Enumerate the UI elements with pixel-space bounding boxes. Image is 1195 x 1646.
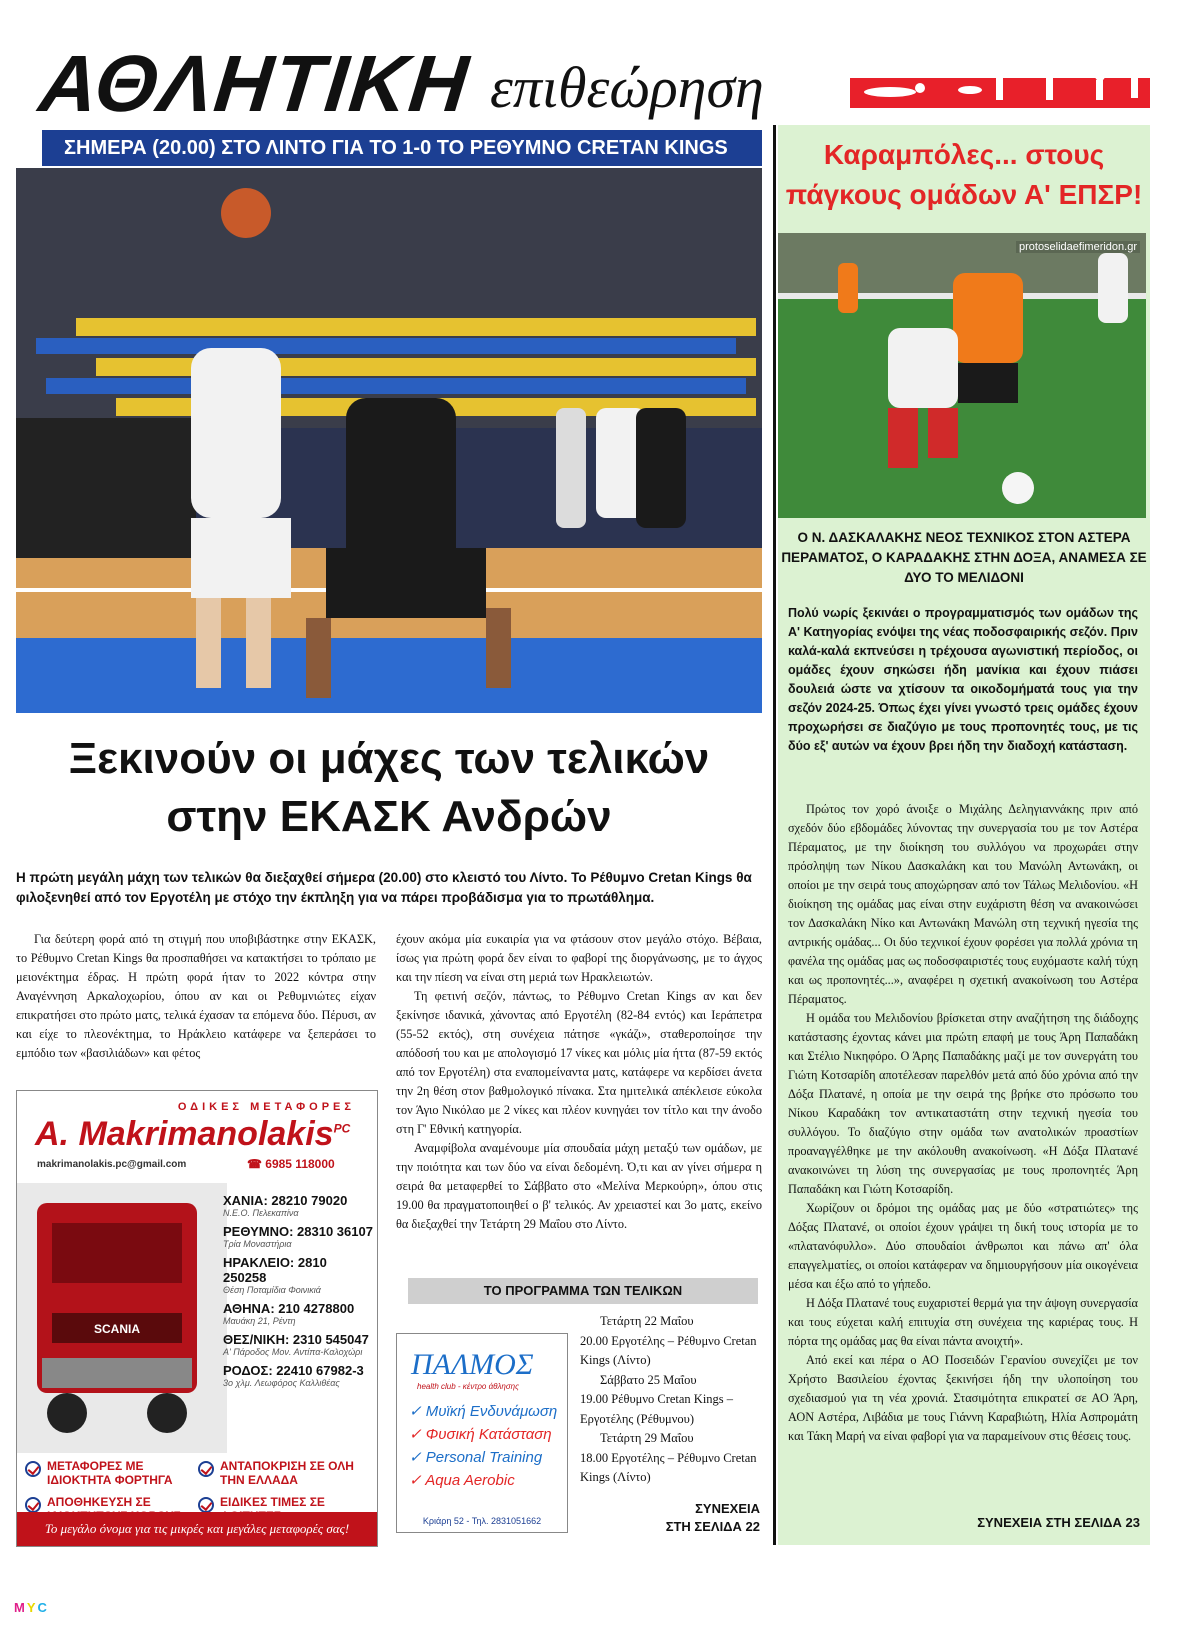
gym-advertisement[interactable] xyxy=(396,1333,568,1533)
lead-body-col-1 xyxy=(16,930,376,1063)
service-text: Φυσική Κατάσταση xyxy=(425,1426,552,1443)
program-item: 19.00 Ρέθυμνο Cretan Kings – Εργοτέλης (Ρέθυμνου) xyxy=(580,1392,734,1426)
ad-phone: ☎ 6985 118000 xyxy=(247,1157,335,1171)
sidebar-headline-line-1: Καραμπόλες... στους xyxy=(823,139,1105,170)
ad-brand-name: A. Makrimanolakis xyxy=(35,1115,334,1153)
paragraph: Αναμφίβολα αναμένουμε μία σπουδαία μάχη μεταξύ των ομάδων, με την ποιότητα και των δύο να είναι δεδομένη. Ό,τι και αν γίνει σήμερα η σειρά θα μεταφερθεί το Σάββατο στο «Μελίνα Μερκούρη», όπου στις 19.00 θα πραγματοποιηθεί ο β' τελικός. Αν χρειαστεί και 3ο ματς, εκείνο θα διεξαχθεί την Τετάρτη 29 Μαΐου στο Λίντο. xyxy=(396,1141,762,1231)
lead-headline-line-1: Ξεκινούν οι μάχες των τελικών xyxy=(68,734,710,783)
paragraph: Η Δόξα Πλατανέ τους ευχαριστεί θερμά για την άψογη συνεργασία και τους εύχεται καλή επιτυχία στη συνέχεια της καριέρας τους. Η πόρτα της ομάδας μας θα είναι πάντα ανοιχτή». xyxy=(788,1296,1138,1348)
masthead-title-main: ΑΘΛΗΤΙΚΗ xyxy=(35,39,474,128)
football-photo xyxy=(778,233,1146,518)
ad-feature xyxy=(25,1459,198,1487)
office-entry xyxy=(223,1193,373,1218)
office-city: ΧΑΝΙΑ: 28210 79020 xyxy=(223,1193,348,1208)
lead-headline-line-2: στην ΕΚΑΣΚ Ανδρών xyxy=(166,792,612,841)
truck-scania-text: SCANIA xyxy=(93,1322,141,1336)
ad-feature-text: ΜΕΤΑΦΟΡΕΣ ΜΕ ΙΔΙΟΚΤΗΤΑ ΦΟΡΤΗΓΑ xyxy=(47,1459,173,1487)
office-city: ΘΕΣ/ΝΙΚΗ: 2310 545047 xyxy=(223,1332,369,1347)
ad-footer-slogan: Το μεγάλο όνομα για τις μικρές και μεγάλες μεταφορές σας! xyxy=(17,1512,377,1546)
service-item: ✓ Aqua Aerobic xyxy=(409,1472,515,1489)
checkmark-icon xyxy=(198,1461,214,1477)
office-city: ΗΡΑΚΛΕΙΟ: 2810 250258 xyxy=(223,1255,327,1285)
program-item: 20.00 Εργοτέλης – Ρέθυμνο Cretan Kings (Λίντο) xyxy=(580,1333,757,1367)
masthead-title-sub: επιθεώρηση xyxy=(490,55,764,120)
program-item: Σάββατο 25 Μαΐου xyxy=(600,1372,697,1387)
paragraph: Χωρίζουν οι δρόμοι της ομάδας μας με δύο «στρατιώτες» της Δόξας Πλατανέ, οι οποίοι έχουν γράψει τη δική τους ιστορία με το «πλατανόφυλλο». Δύο σπουδαίοι άνθρωποι και πάνω απ' όλα επαγγελματίες, οι οποίοι κατάφεραν να δημιουργήσουν μία οικογένεια μέσα και έξω από το γήπεδο. xyxy=(788,1201,1138,1291)
ad-email: makrimanolakis.pc@gmail.com xyxy=(37,1159,187,1170)
print-color-marks xyxy=(14,1600,49,1615)
service-item: ✓ Μυϊκή Ενδυνάμωση xyxy=(409,1403,558,1420)
office-address: Μαυάκη 21, Ρέντη xyxy=(223,1316,296,1326)
office-address: Ν.Ε.Ο. Πελεκαπίνα xyxy=(223,1208,299,1218)
lead-body-col-2 xyxy=(396,930,762,1234)
service-item: ✓ Φυσική Κατάσταση xyxy=(409,1426,552,1443)
paragraph: Η ομάδα του Μελιδονίου βρίσκεται στην αναζήτηση της διάδοχης κατάστασης έχοντας κάνει μια πρώτη επαφή με τους Άρη Παπαδάκη και Στέλιο Νικηφόρο. Ο Άρης Παπαδάκης μαζί με τον συνεργάτη του Γιώτη Κοτσαρίδη αποτέλεσαν παρελθόν μετά από δύο χρόνια από την Δόξα Πλατανέ, η οποία με την σειρά της βρήκε στο πρόσωπο του Νίκου Καραδάκη τον αντικαταστάτη στην τεχνική ηγεσία του συλλόγου. Το διαζύγιο στην ομάδα των ανατολικών προαστίων προαναγγέλθηκε με την ακόλουθη ανακοίνωση. «Η Δόξα Πλατανέ ανακοινώνει τη λύση της συνεργασίας με τους προπονητές Άρη Παπαδάκη και Γιώτη Κοτσαρίδη. xyxy=(788,1011,1138,1196)
paragraph: Τη φετινή σεζόν, πάντως, το Ρέθυμνο Cretan Kings αν και δεν ξεκίνησε ιδανικά, χάνοντας από Εργοτέλη (82-84 εντός) και Ιεράπετρα (55-52 εκτός), στη συνέχεια πάτησε «γκάζι», σταθεροποίησε την απόδοσή του και με απολογισμό 17 νίκες και μόλις μία ήττα (87-59 εκτός από τον Εργοτέλη) στα εναπομείναντα ματς, κατάφερε να κερδίσει άνετα την 2η θέση στον βαθμολογικό πίνακα. Στα ημιτελικά απέκλεισε εύκολα τον Άγιο Νικόλαο με 2 νίκες και πλέον κυνηγάει τον τίτλο και την άνοδο στη Γ' Εθνική κατηγορία. xyxy=(396,989,762,1136)
sidebar-lead: Πολύ νωρίς ξεκινάει ο προγραμματισμός των ομάδων της Α' Κατηγορίας ενόψει της νέας ποδοσφαιρικής σεζόν. Πριν καλά-καλά εκπνεύσει η τρέχουσα αγωνιστική περίοδος, οι ομάδες έχουν σηκώσει ήδη μανίκια και έχουν πιάσει δουλειά ώστε να χτίσουν τα οικοδομήματά τους για την σεζόν 2024-25. Όπως έχει γίνει γνωστό τρεις ομάδες έχουν προχωρήσει σε διαζύγιο με τους προπονητές τους, με τις δύο εξ' αυτών να έχουν βρει ήδη την διαδοχή κατάσταση. xyxy=(788,606,1138,753)
ad-feature-text: ΕΙΔΙΚΕΣ ΤΙΜΕΣ ΣΕ xyxy=(220,1495,325,1509)
lead-headline xyxy=(16,730,762,846)
ad-offices-list xyxy=(223,1193,373,1394)
program-item: Τετάρτη 29 Μαΐου xyxy=(600,1431,694,1445)
office-entry xyxy=(223,1332,373,1357)
lead-kicker-banner: ΣΗΜΕΡΑ (20.00) ΣΤΟ ΛΙΝΤΟ ΓΙΑ ΤΟ 1-0 ΤΟ ΡΕΘΥΜΝΟ CRETAN KINGS xyxy=(42,130,762,166)
office-city: ΡΟΔΟΣ: 22410 67982-3 xyxy=(223,1363,364,1378)
watermark: protoselidaefimeridon.gr xyxy=(1016,241,1140,253)
ad-phone-number: 6985 118000 xyxy=(265,1157,335,1171)
ad-feature-text: ΑΠΟΘΗΚΕΥΣΗ ΣΕ xyxy=(47,1495,151,1509)
continue-page-23[interactable]: ΣΥΝΕΧΕΙΑ ΣΤΗ ΣΕΛΙΔΑ 23 xyxy=(977,1515,1140,1530)
sidebar-body xyxy=(788,800,1138,1446)
checkmark-icon xyxy=(25,1461,41,1477)
palmos-subtitle: health club - κέντρο άθλησης xyxy=(417,1382,520,1391)
checkmark-icon xyxy=(25,1497,41,1513)
ad-header xyxy=(17,1091,377,1183)
print-mark: Y xyxy=(26,1600,38,1615)
masthead-red-band xyxy=(850,78,1150,108)
transport-advertisement[interactable] xyxy=(16,1090,378,1547)
service-text: Personal Training xyxy=(425,1449,543,1466)
ad-tagline: ΟΔΙΚΕΣ ΜΕΤΑΦΟΡΕΣ xyxy=(177,1101,355,1113)
program-list xyxy=(580,1312,760,1488)
office-entry xyxy=(223,1301,373,1326)
program-item: 18.00 Εργοτέλης – Ρέθυμνο Cretan Kings (Λίντο) xyxy=(580,1450,757,1484)
office-entry xyxy=(223,1224,373,1249)
office-address: Θέση Ποταμίδια Φοινικιά xyxy=(223,1285,321,1295)
ad-brand-suffix: PC xyxy=(333,1121,351,1136)
print-mark: C xyxy=(37,1600,49,1615)
palmos-logo: ΠΑΛΜΟΣ xyxy=(411,1348,534,1381)
palmos-address: Κριάρη 52 - Τηλ. 2831051662 xyxy=(422,1516,542,1526)
paragraph: έχουν ακόμα μία ευκαιρία για να φτάσουν στον μεγάλο στόχο. Βέβαια, ίσως για πρώτη φορά δεν είναι το φαβορί της διοργάνωσης, με το άγχος και την πίεση να είναι στη μεριά των Ηρακλειωτών. xyxy=(396,932,762,984)
service-text: Μυϊκή Ενδυνάμωση xyxy=(425,1403,558,1420)
paragraph: Πρώτος τον χορό άνοιξε ο Μιχάλης Δεληγιαννάκης πριν από σχεδόν δύο εβδομάδες λύνοντας την συνεργασία του με τον Αστέρα Πέραματος, με την διοίκηση του συλλόγου να προχωράει στην πρόσληψη των Νίκου Δασκαλάκη και του Μανώλη Αντωνάκη, οι οποίοι με την σειρά τους αποχώρησαν από τον Τάλως Μελιδονίου. «Η διοίκηση της ομάδας μας είναι στην ευχάριστη θέση να ανακοινώσει τον Δασκαλάκη Νίκο και Αντωνάκη Μανώλη στη τεχνική ηγεσία της αντρικής ομάδας... Οι δύο τεχνικοί έχουν φορέσει για πολλά χρόνια τη φανέλα της ομάδας μας ως ποδοσφαιριστές τους ευχόμαστε καλή τύχη και ως προπονητές...», αναφέρει η σχετική ανακοίνωση του Αστέρα Πέραματος. xyxy=(788,802,1138,1006)
paragraph: Για δεύτερη φορά από τη στιγμή που υποβιβάστηκε στην ΕΚΑΣΚ, το Ρέθυμνο Cretan Kings θα προσπαθήσει να κατακτήσει το τρόπαιο με μειονέκτημα έδρας. Η πρώτη φορά ήταν το 2022 κόντρα στην Αναγέννηση Αρκαλοχωρίου, όπου αν και οι Ρεθυμνιώτες είχαν επικρατήσει στο πρώτο ματς, τελικά έχασαν τα επόμενα δύο. Πέρυσι, αν και είχε το πλεονέκτημα, το Ηράκλειο κατάφερε να ξεπεράσει το εμπόδιο των «βασιλιάδων» και φέτος xyxy=(16,932,376,1060)
continue-page: ΣΤΗ ΣΕΛΙΔΑ 22 xyxy=(665,1519,760,1534)
office-address: Τρία Μοναστήρια xyxy=(223,1239,292,1249)
office-address: 3ο χλμ. Λεωφόρος Καλλιθέας xyxy=(223,1378,340,1388)
print-mark: M xyxy=(14,1600,27,1615)
office-address: Α' Πάροδος Μον. Αντίπα-Καλοχώρι xyxy=(223,1347,363,1357)
office-city: ΑΘΗΝΑ: 210 4278800 xyxy=(223,1301,355,1316)
office-entry xyxy=(223,1363,373,1388)
continue-label: ΣΥΝΕΧΕΙΑ xyxy=(695,1501,760,1516)
program-item: Τετάρτη 22 Μαΐου xyxy=(600,1314,694,1328)
paragraph: Από εκεί και πέρα ο ΑΟ Ποσειδών Γερανίου συνεχίζει με τον Χρήστο Βασιλείου έχοντας ξεκινήσει ήδη την υλοποίηση του σχεδιασμού για τη νέα χρονιά. Στασιμότητα επικρατεί σε ΑΟ Άρη, ΑΟΝ Αστέρα, Λιβάδια με τους Γιάννη Καραβιώτη, Ηλία Ασπρομάτη και Τάκη Μαρή να είναι φαβορί για να παραμείνουν στις θέσεις τους. xyxy=(788,1353,1138,1443)
sidebar-headline-line-2: πάγκους ομάδων Α' ΕΠΣΡ! xyxy=(785,179,1143,210)
office-city: ΡΕΘΥΜΝΟ: 28310 36107 xyxy=(223,1224,373,1239)
column-divider xyxy=(773,125,776,1545)
truck-image xyxy=(17,1183,227,1453)
palmos-services xyxy=(409,1400,557,1492)
basketball-photo xyxy=(16,168,762,713)
ad-feature-text: ΑΝΤΑΠΟΚΡΙΣΗ ΣΕ ΟΛΗ ΤΗΝ ΕΛΛΑΔΑ xyxy=(220,1459,354,1487)
checkmark-icon xyxy=(198,1497,214,1513)
lead-standfirst: Η πρώτη μεγάλη μάχη των τελικών θα διεξαχθεί σήμερα (20.00) στο κλειστό του Λίντο. Το Ρέθυμνο Cretan Kings θα φιλοξενηθεί από τον Εργοτέλη με στόχο την έκπληξη για να πάρει προβάδισμα για το πρωτάθλημα. xyxy=(16,870,752,905)
office-entry xyxy=(223,1255,373,1295)
sidebar-subheadline: Ο Ν. ΔΑΣΚΑΛΑΚΗΣ ΝΕΟΣ ΤΕΧΝΙΚΟΣ ΣΤΟΝ ΑΣΤΕΡΑ ΠΕΡΑΜΑΤΟΣ, Ο ΚΑΡΑΔΑΚΗΣ ΣΤΗΝ ΔΟΞΑ, ΑΝΑΜΕΣΑ ΣΕ ΔΥΟ ΤΟ ΜΕΛΙΔΟΝΙ xyxy=(781,530,1147,585)
continue-page-22[interactable] xyxy=(600,1500,760,1536)
ad-brand-logo xyxy=(35,1115,350,1154)
ad-feature xyxy=(198,1459,371,1487)
sidebar-headline xyxy=(778,135,1150,215)
service-item: ✓ Personal Training xyxy=(409,1449,543,1466)
service-text: Aqua Aerobic xyxy=(425,1472,515,1489)
program-title: ΤΟ ΠΡΟΓΡΑΜΜΑ ΤΩΝ ΤΕΛΙΚΩΝ xyxy=(408,1278,758,1304)
athletes-silhouette-icon xyxy=(850,64,1150,114)
